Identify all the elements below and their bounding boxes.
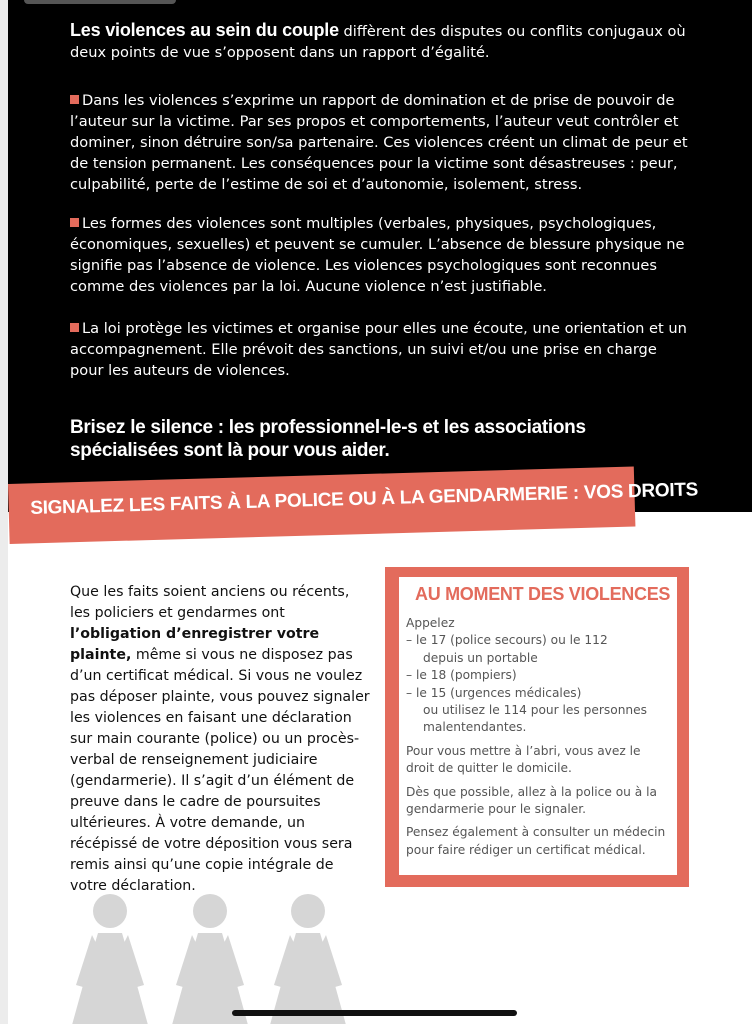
- list-item-main: – le 17 (police secours) ou le 112: [406, 633, 608, 648]
- top-tab: [24, 0, 176, 4]
- bullet-square-icon: [70, 323, 79, 332]
- list-item: [406, 685, 671, 737]
- list-item-main: – le 15 (urgences médicales): [406, 685, 582, 700]
- emergency-box-title: AU MOMENT DES VIOLENCES: [415, 584, 671, 604]
- list-item-sub: ou utilisez le 114 pour les personnes malentendantes.: [423, 703, 647, 735]
- paragraph-law: [70, 318, 688, 381]
- home-indicator[interactable]: [232, 1010, 517, 1016]
- paragraph-domination: [70, 90, 688, 195]
- rights-text-start: Que les faits soient anciens ou récents, les policiers et gendarmes ont: [70, 584, 350, 621]
- figures-illustration: [68, 885, 358, 1024]
- paragraph-text: Dans les violences s’exprime un rapport de domination et de prise de pouvoir de l’auteur sur la victime. Par ses propos et comportements, l’auteur veut contrôler et dominer, sinon détruire son/sa partenaire. Ces violences créent un climat de peur et de tension permanent. Les conséquences pour la victime sont désastreuses : peur, culpabilité, perte de l’estime de soi et d’autonomie, isolement, stress.: [70, 92, 688, 193]
- bullet-square-icon: [70, 218, 79, 227]
- list-item-sub: depuis un portable: [423, 650, 538, 665]
- document-page: [8, 0, 752, 1024]
- paragraph-forms: [70, 213, 688, 297]
- shelter-text: Pour vous mettre à l’abri, vous avez le droit de quitter le domicile.: [406, 743, 641, 776]
- woman-figure-icon: [270, 894, 346, 1024]
- rights-text-end: même si vous ne disposez pas d’un certificat médical. Si vous ne voulez pas déposer plainte, vous pouvez signaler les violences en faisant une déclaration sur main courante (police) ou un procès-verbal de renseignement judiciaire (gendarmerie). Il s’agit d’un élément de preuve dans le cadre de poursuites ultérieures. À votre demande, un récépissé de votre déposition vous sera remis ainsi qu’une copie intégrale de votre déclaration.: [70, 647, 370, 894]
- paragraph-text: Les formes des violences sont multiples (verbales, physiques, psychologiques, économiques, sexuelles) et peuvent se cumuler. L’absence de blessure physique ne signifie pas l’absence de violence. Les violences psychologiques sont reconnues comme des violences par la loi. Aucune violence n’est justifiable.: [70, 215, 685, 295]
- list-item: [406, 632, 671, 667]
- bullet-square-icon: [70, 95, 79, 104]
- intro-paragraph: [70, 20, 688, 63]
- rights-paragraph: [70, 582, 370, 897]
- woman-figure-icon: [172, 894, 248, 1024]
- emergency-box-content: [406, 615, 671, 865]
- break-silence-callout: Brisez le silence : les professionnel-le-s et les associations spécialisées sont là pour vous aider.: [70, 417, 586, 461]
- paragraph-text: La loi protège les victimes et organise pour elles une écoute, une orientation et un accompagnement. Elle prévoit des sanctions, un suivi et/ou une prise en charge pour les auteurs de violences.: [70, 320, 687, 379]
- report-text: Dès que possible, allez à la police ou à la gendarmerie pour le signaler.: [406, 784, 657, 817]
- doctor-text: Pensez également à consulter un médecin pour faire rédiger un certificat médical.: [406, 825, 666, 857]
- list-item: [406, 667, 671, 684]
- intro-text: diffèrent des disputes ou conflits conjugaux où deux points de vue s’opposent dans un rapport d’égalité.: [70, 23, 686, 61]
- woman-figure-icon: [72, 894, 148, 1024]
- section-banner-title: SIGNALEZ LES FAITS À LA POLICE OU À LA GENDARMERIE : VOS DROITS: [30, 479, 699, 519]
- rights-text-bold: l’obligation d’enregistrer votre plainte,: [70, 626, 320, 663]
- list-item-main: – le 18 (pompiers): [406, 668, 517, 683]
- call-label: Appelez: [406, 616, 455, 630]
- intro-heading: Les violences au sein du couple: [70, 20, 339, 40]
